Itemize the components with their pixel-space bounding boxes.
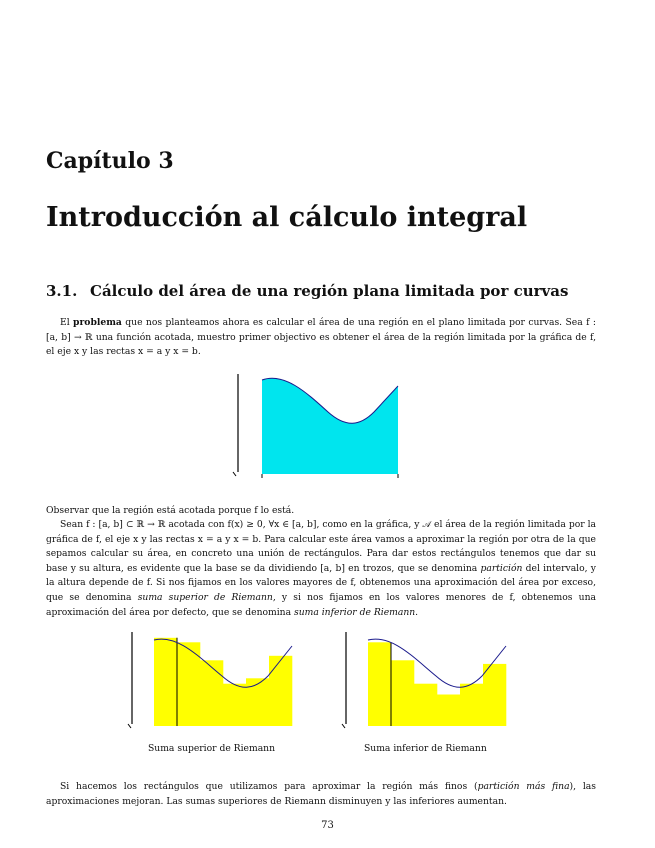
- italic-term: suma superior de Riemann: [137, 591, 273, 603]
- text-run: .: [415, 606, 419, 618]
- lower-sum-rect: [437, 695, 460, 727]
- upper-sum-rect: [246, 678, 269, 726]
- y-axis-tick: [342, 724, 345, 728]
- text-run: Sean f : [a, b] ⊂ ℝ → ℝ acotada con f(x) ≥ 0, ∀x ∈ [a, b], como en la gráfica, y 𝒜 el área de la región limitada por la gráfica de f, el eje x y las rectas x = a y x = b. Para calcular este área vamos a aproximar la región por otra de la que sepamos calcular su área, en concreto una unión de rectángulos. Para dar estos rectángulos tenemos que dar su base y su altura, es evidente que la base se da dividiendo [a, b] en trozos, que se denomina: [46, 519, 596, 574]
- y-axis-tick: [233, 472, 236, 476]
- paragraph-problem: [46, 316, 596, 360]
- italic-term: suma inferior de Riemann: [293, 606, 416, 618]
- section-number: 3.1.: [46, 282, 78, 300]
- text-run: que nos planteamos ahora es calcular el área de una región en el plano limitada por curvas. Sea f : [a, b] → ℝ una función acotada, muestro primer objectivo es obtener el área de la región limitada por la gráfica de f, el eje x y las rectas x = a y x = b.: [46, 317, 596, 358]
- paragraph-finer-partition: [46, 780, 596, 809]
- chapter-title: Introducción al cálculo integral: [46, 202, 528, 233]
- italic-term: partición: [480, 562, 523, 574]
- area-region: [262, 378, 398, 474]
- italic-term: partición más fina: [477, 781, 570, 792]
- lower-sum-rect: [483, 664, 506, 726]
- upper-sum-rect: [154, 638, 177, 726]
- lower-riemann-sum-figure: [340, 630, 520, 740]
- y-axis-tick: [128, 724, 131, 728]
- upper-sum-rect: [269, 656, 292, 726]
- text-run: Si hacemos los rectángulos que utilizamos para aproximar la región más finos (: [60, 781, 478, 792]
- upper-sum-caption: Suma superior de Riemann: [148, 743, 276, 754]
- bold-term: problema: [73, 317, 122, 328]
- lower-sum-rect: [460, 684, 483, 726]
- page-number: 73: [321, 820, 334, 831]
- upper-sum-rect: [223, 684, 246, 726]
- text-run: , y si nos fijamos en los valores menores de f, obtenemos una aproximación del área por defecto, que se denomina: [46, 591, 596, 618]
- paragraph-bounded-note: Observar que la región está acotada porque f lo está.: [46, 505, 295, 516]
- text-run: El: [60, 317, 74, 328]
- lower-sum-rect: [368, 642, 391, 726]
- text-run: del intervalo, y la altura depende de f. Si nos fijamos en los valores mayores de f, obtenemos una aproximación del área por exceso, que se denomina: [46, 562, 596, 603]
- upper-sum-rect: [200, 660, 223, 726]
- lower-sum-rect: [391, 660, 414, 726]
- lower-sum-caption: Suma inferior de Riemann: [364, 743, 487, 754]
- text-run: ), las aproximaciones mejoran. Las sumas superiores de Riemann disminuyen y las inferiores aumentan.: [46, 781, 596, 807]
- section-title: Cálculo del área de una región plana limitada por curvas: [90, 282, 569, 300]
- chapter-label: Capítulo 3: [46, 148, 174, 174]
- upper-riemann-sum-figure: [126, 630, 306, 740]
- lower-sum-rect: [414, 684, 437, 726]
- paragraph-riemann-sums: [46, 518, 596, 620]
- section-heading: [46, 282, 568, 300]
- area-under-curve-figure: [228, 368, 408, 488]
